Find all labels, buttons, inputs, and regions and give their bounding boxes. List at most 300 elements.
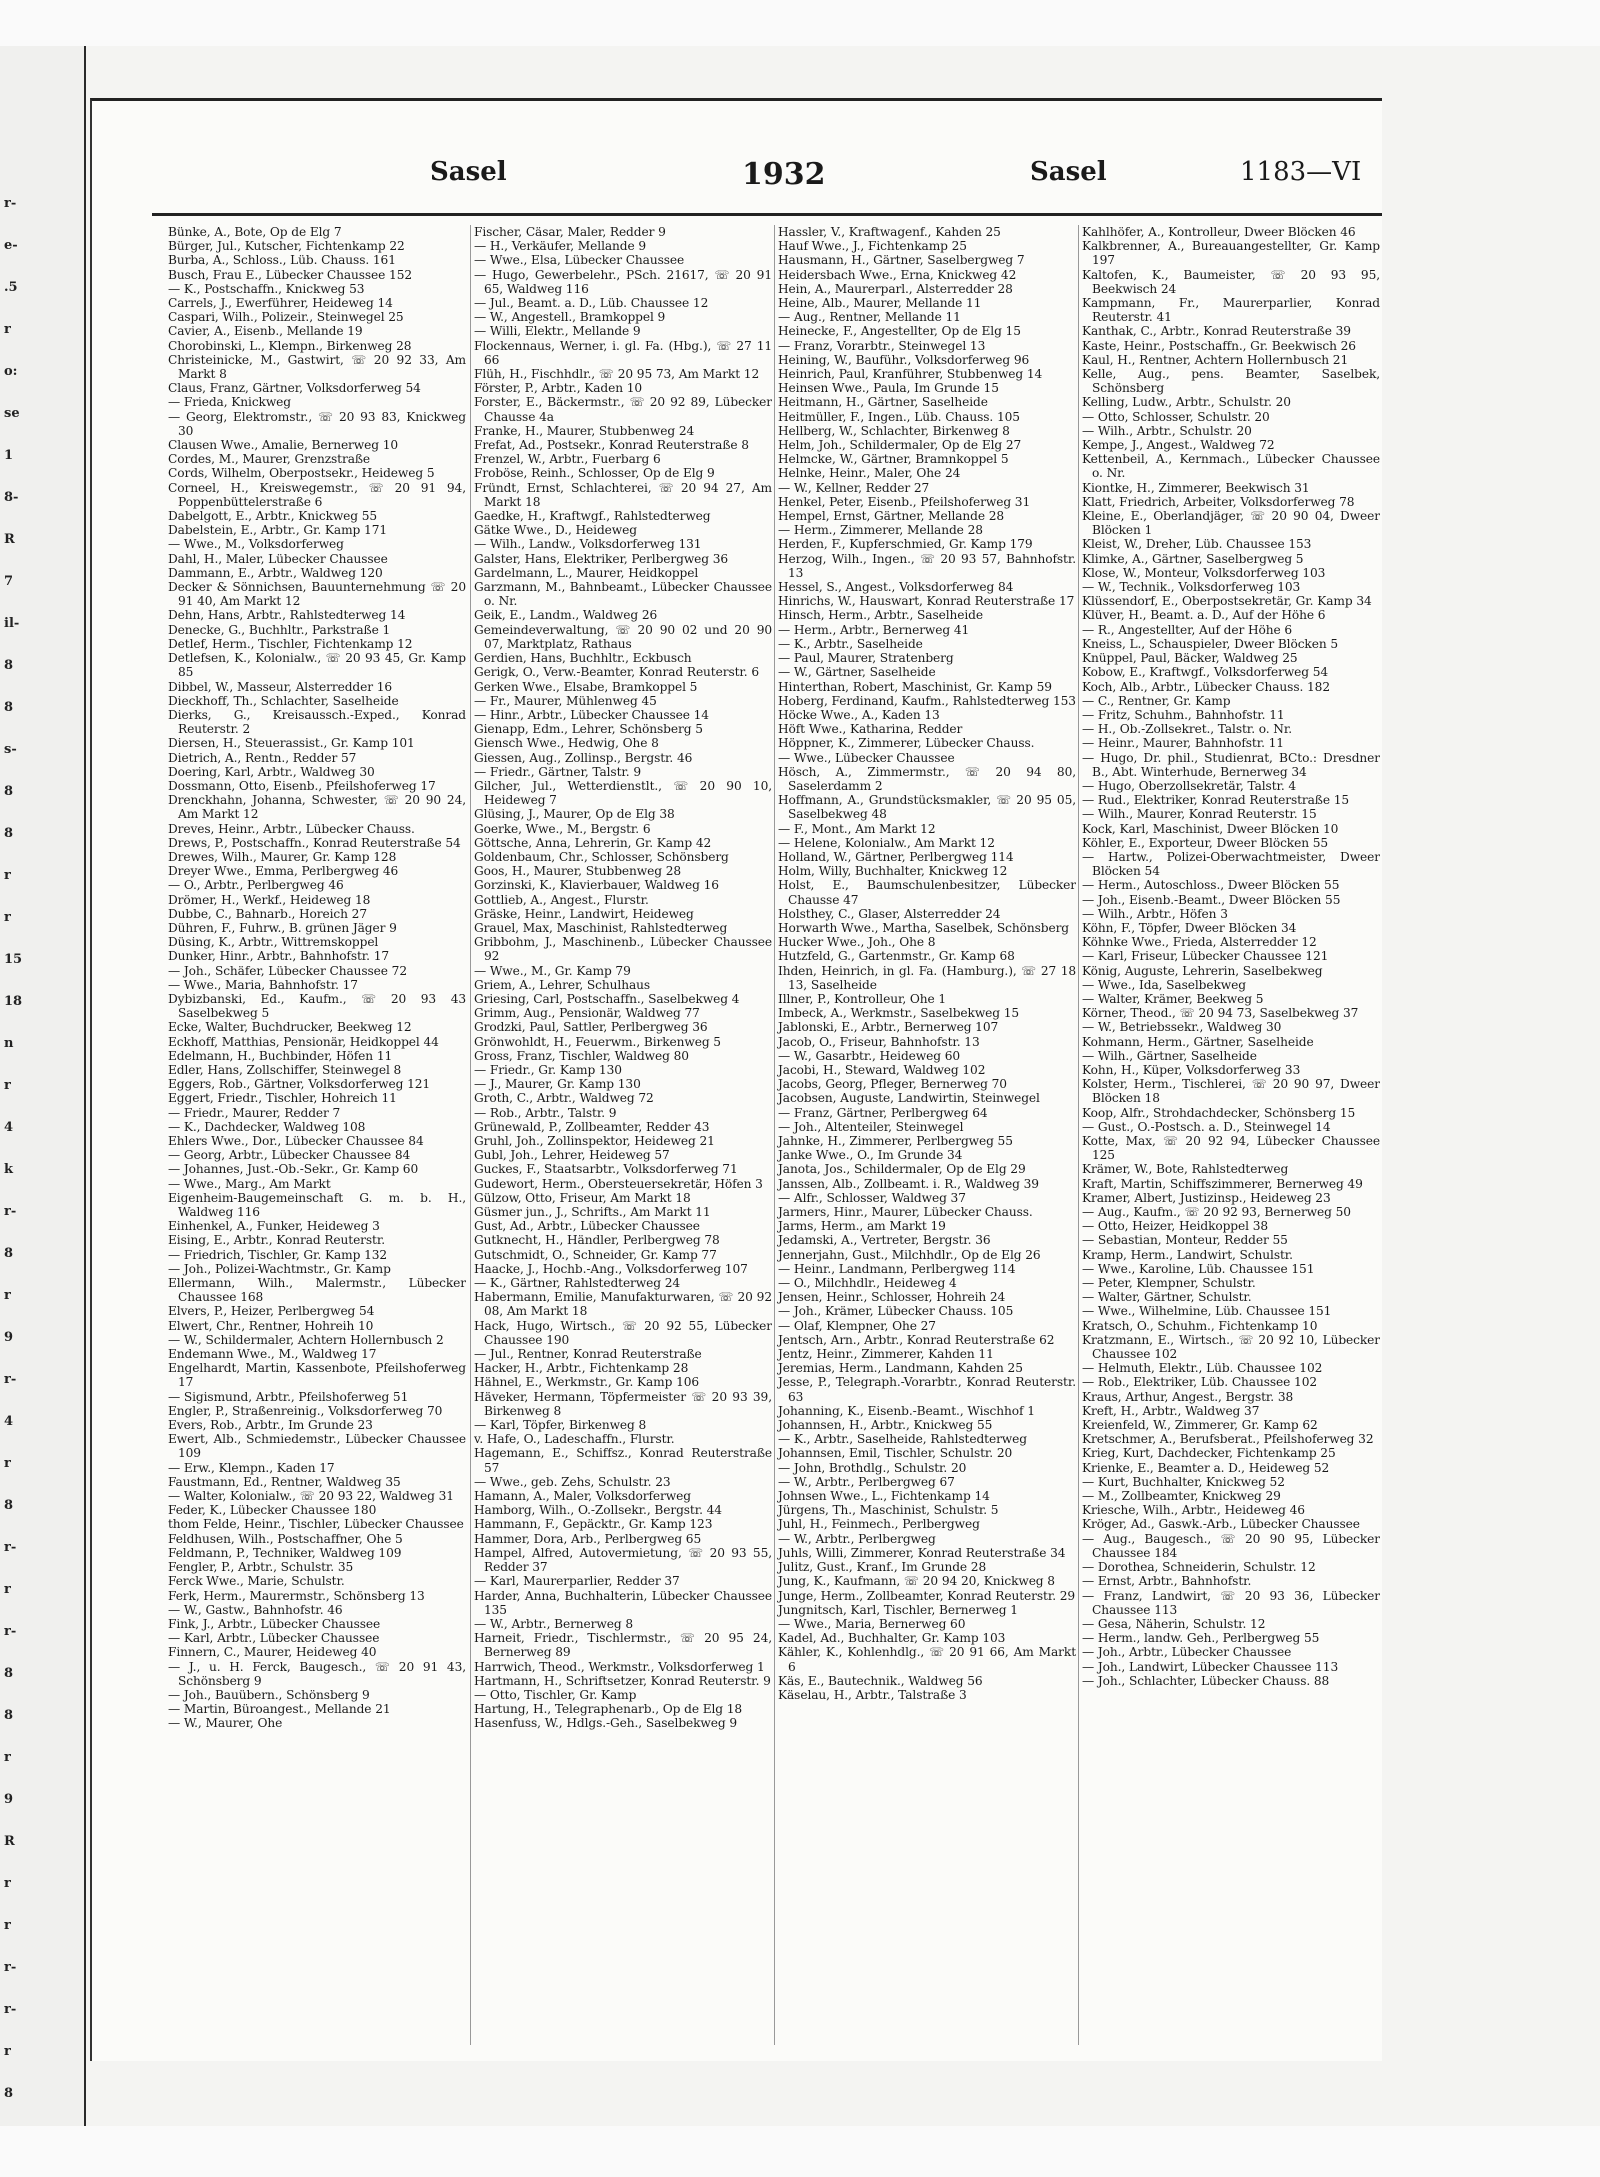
directory-entry: Hack, Hugo, Wirtsch., ☏ 20 92 55, Lübecker Chaussee 190 [474,1318,772,1347]
directory-entry: Hähnel, E., Werkmstr., Gr. Kamp 106 [474,1375,700,1390]
directory-entry: — K., Postschaffn., Knickweg 53 [168,281,365,296]
directory-entry: Hacker, H., Arbtr., Fichtenkamp 28 [474,1361,689,1376]
edge-fragment: il- [4,616,20,631]
directory-entry: Gudewort, Herm., Obersteuersekretär, Höfen 3 [474,1176,763,1191]
directory-entry: Dieckhoff, Th., Schlachter, Saselheide [168,693,399,708]
directory-entry: Köhler, E., Exporteur, Dweer Blöcken 55 [1082,835,1329,850]
directory-entry: Carrels, J., Ewerführer, Heideweg 14 [168,296,393,311]
directory-entry: Harder, Anna, Buchhalterin, Lübecker Chaussee 135 [474,1588,772,1617]
directory-entry: Hösch, A., Zimmermstr., ☏ 20 94 80, Saselerdamm 2 [778,764,1076,793]
directory-entry: Dühren, F., Fuhrw., B. grünen Jäger 9 [168,920,397,935]
directory-entry: Heining, W., Bauführ., Volksdorferweg 96 [778,352,1030,367]
directory-entry: — Walter, Kolonialw., ☏ 20 93 22, Waldweg 31 [168,1489,454,1504]
directory-entry: — Jul., Rentner, Konrad Reuterstraße [474,1347,702,1362]
directory-entry: Klimke, A., Gärtner, Saselbergweg 5 [1082,551,1304,566]
directory-entry: — W., Technik., Volksdorferweg 103 [1082,580,1301,595]
directory-entry: Froböse, Reinh., Schlosser, Op de Elg 9 [474,466,715,481]
directory-entry: — Franz, Landwirt, ☏ 20 93 36, Lübecker Chaussee 113 [1082,1588,1380,1617]
directory-entry: Jentz, Heinr., Zimmerer, Kahden 11 [778,1347,994,1362]
directory-entry: — Wilh., Landw., Volksdorferweg 131 [474,537,702,552]
directory-entry: Hamborg, Wilh., O.-Zollsekr., Bergstr. 44 [474,1503,722,1518]
directory-entry: Gorzinski, K., Klavierbauer, Waldweg 16 [474,878,719,893]
edge-fragment: e- [4,238,18,253]
column-3 [774,225,1076,2045]
directory-entry: — Joh., Polizei-Wachtmstr., Gr. Kamp [168,1261,391,1276]
directory-entry: — Ernst, Arbtr., Bahnhofstr. [1082,1574,1252,1589]
directory-entry: Jedamski, A., Vertreter, Bergstr. 36 [778,1233,991,1248]
directory-entry: Kadel, Ad., Buchhalter, Gr. Kamp 103 [778,1631,1006,1646]
directory-entry: Dierks, G., Kreisaussch.-Exped., Konrad Reuterstr. 2 [168,707,466,737]
directory-entry: Kleist, W., Dreher, Lüb. Chaussee 153 [1082,537,1312,552]
directory-entry: Gust, Ad., Arbtr., Lübecker Chaussee [474,1219,700,1234]
directory-entry: Kreienfeld, W., Zimmerer, Gr. Kamp 62 [1082,1418,1318,1433]
directory-entry: Groth, C., Arbtr., Waldweg 72 [474,1091,654,1106]
edge-fragment: r [4,1876,11,1891]
directory-entry: Jacobsen, Auguste, Landwirtin, Steinwegel [778,1091,1040,1106]
directory-entry: Glüsing, J., Maurer, Op de Elg 38 [474,807,675,822]
directory-entry: Jarmers, Hinr., Maurer, Lübecker Chauss. [778,1205,1033,1220]
edge-fragment: r [4,1078,11,1093]
directory-entry: Kobow, E., Kraftwgf., Volksdorferweg 54 [1082,665,1329,680]
directory-entry: Helm, Joh., Schildermaler, Op de Elg 27 [778,438,1022,453]
directory-entry: Käs, E., Bautechnik., Waldweg 56 [778,1673,983,1688]
directory-entry: Janota, Jos., Schildermaler, Op de Elg 29 [778,1162,1026,1177]
directory-entry: — Friedr., Gr. Kamp 130 [474,1062,622,1077]
edge-fragment: 8 [4,1666,14,1681]
directory-entry: — Otto, Schlosser, Schulstr. 20 [1082,409,1270,424]
directory-entry: Fink, J., Arbtr., Lübecker Chaussee [168,1616,381,1631]
directory-entry: Endemann Wwe., M., Waldweg 17 [168,1347,377,1362]
column-2 [470,225,772,2045]
directory-entry: — Joh., Schlachter, Lübecker Chauss. 88 [1082,1673,1330,1688]
directory-entry: — Friedrich, Tischler, Gr. Kamp 132 [168,1247,388,1262]
directory-entry: Koch, Alb., Arbtr., Lübecker Chauss. 182 [1082,679,1330,694]
directory-entry: Eckhoff, Matthias, Pensionär, Heidkoppel 44 [168,1034,439,1049]
directory-entry: — Aug., Baugesch., ☏ 20 90 95, Lübecker Chaussee 184 [1082,1531,1380,1560]
directory-entry: Grodzki, Paul, Sattler, Perlbergweg 36 [474,1020,708,1035]
directory-entry: Dibbel, W., Masseur, Alsterredder 16 [168,679,393,694]
directory-entry: Hempel, Ernst, Gärtner, Mellande 28 [778,509,1005,524]
directory-entry: Imbeck, A., Werkmstr., Saselbekweg 15 [778,1006,1020,1021]
directory-entry: — Wilh., Arbtr., Schulstr. 20 [1082,423,1252,438]
directory-entry: Eggers, Rob., Gärtner, Volksdorferweg 121 [168,1077,431,1092]
directory-entry: — Joh., Arbtr., Lübecker Chaussee [1082,1645,1292,1660]
directory-entry: — Wilh., Maurer, Konrad Reuterstr. 15 [1082,807,1317,822]
directory-entry: — W., Angestell., Bramkoppel 9 [474,310,666,325]
directory-entry: — W., Arbtr., Perlbergweg 67 [778,1474,955,1489]
directory-page [90,98,1382,2061]
directory-entry: Kaste, Heinr., Postschaffn., Gr. Beekwisch 26 [1082,338,1356,353]
directory-entry: Drömer, H., Werkf., Heideweg 18 [168,892,371,907]
edge-fragment: 8 [4,784,14,799]
edge-fragment: r- [4,1960,17,1975]
directory-entry: — Joh., Eisenb.-Beamt., Dweer Blöcken 55 [1082,892,1341,907]
directory-entry: Goerke, Wwe., M., Bergstr. 6 [474,821,651,836]
directory-entry: Jahnke, H., Zimmerer, Perlbergweg 55 [778,1134,1013,1148]
directory-entry: Heinecke, F., Angestellter, Op de Elg 15 [778,324,1021,339]
directory-entry: Klüssendorf, E., Oberpostsekretär, Gr. Kamp 34 [1082,594,1372,609]
directory-entry: Kahlhöfer, A., Kontrolleur, Dweer Blöcken 46 [1082,225,1356,239]
directory-entry: — Herm., Arbtr., Bernerweg 41 [778,622,970,637]
directory-entry: Goldenbaum, Chr., Schlosser, Schönsberg [474,849,729,864]
header-place-left: Sasel [430,157,507,187]
directory-entry: Diersen, H., Steuerassist., Gr. Kamp 101 [168,736,415,751]
directory-entry: — Wwe., Maria, Bernerweg 60 [778,1616,966,1631]
directory-entry: — O., Milchhdlr., Heideweg 4 [778,1276,957,1291]
directory-entry: Holm, Willy, Buchhalter, Knickweg 12 [778,864,1008,879]
edge-fragment: 8 [4,658,14,673]
directory-entry: Galster, Hans, Elektriker, Perlbergweg 36 [474,551,729,566]
edge-fragment: o: [4,364,18,379]
directory-entry: Clausen Wwe., Amalie, Bernerweg 10 [168,438,399,453]
directory-entry: — Friedr., Maurer, Redder 7 [168,1105,341,1120]
directory-entry: Kraus, Arthur, Angest., Bergstr. 38 [1082,1389,1294,1404]
edge-fragment: .5 [4,280,18,295]
directory-entry: — K., Dachdecker, Waldweg 108 [168,1119,366,1134]
directory-entry: — Dorothea, Schneiderin, Schulstr. 12 [1082,1560,1316,1575]
directory-entry: — Sebastian, Monteur, Redder 55 [1082,1233,1288,1248]
directory-entry: Hein, A., Maurerparl., Alsterredder 28 [778,281,1013,296]
directory-entry: Christeinicke, M., Gastwirt, ☏ 20 92 33, Am Markt 8 [168,352,466,382]
directory-entry: Edelmann, H., Buchbinder, Höfen 11 [168,1048,393,1063]
directory-entry: Horwarth Wwe., Martha, Saselbek, Schönsberg [778,920,1069,935]
directory-entry: Habermann, Emilie, Manufakturwaren, ☏ 20 92 08, Am Markt 18 [474,1290,772,1319]
edge-fragment: se [4,406,20,421]
directory-entry: — Frieda, Knickweg [168,395,291,410]
directory-entry: Feder, K., Lübecker Chaussee 180 [168,1503,377,1518]
directory-entry: Hartmann, H., Schriftsetzer, Konrad Reuterstr. 9 [474,1673,771,1688]
directory-entry: Johannsen, Emil, Tischler, Schulstr. 20 [778,1446,1013,1461]
directory-entry: Denecke, G., Buchhltr., Parkstraße 1 [168,622,391,637]
directory-entry: — Wwe., M., Gr. Kamp 79 [474,963,631,978]
directory-entry: Gräske, Heinr., Landwirt, Heideweg [474,906,694,921]
directory-entry: Hampel, Alfred, Autovermietung, ☏ 20 93 55, Redder 37 [474,1545,772,1575]
directory-entry: Hammann, F., Gepäcktr., Gr. Kamp 123 [474,1517,713,1532]
directory-entry: Burba, A., Schloss., Lüb. Chauss. 161 [168,253,396,268]
directory-entry: Koop, Alfr., Strohdachdecker, Schönsberg 15 [1082,1105,1356,1120]
directory-entry: Busch, Frau E., Lübecker Chaussee 152 [168,267,413,282]
directory-entry: Kratsch, O., Schuhm., Fichtenkamp 10 [1082,1318,1318,1333]
directory-entry: Düsing, K., Arbtr., Wittremskoppel [168,935,379,950]
directory-entry: Kelle, Aug., pens. Beamter, Saselbek, Schönsberg [1082,367,1380,396]
directory-entry: Gülzow, Otto, Friseur, Am Markt 18 [474,1190,691,1205]
directory-entry: Förster, P., Arbtr., Kaden 10 [474,381,643,396]
directory-entry: — Willi, Elektr., Mellande 9 [474,324,641,339]
directory-entry: — Peter, Klempner, Schulstr. [1082,1276,1256,1291]
directory-entry: — Herm., landw. Geh., Perlbergweg 55 [1082,1631,1320,1646]
directory-entry: Ferck Wwe., Marie, Schulstr. [168,1574,345,1589]
directory-entry: Gilcher, Jul., Wetterdienstlt., ☏ 20 90 10, Heideweg 7 [474,778,772,808]
directory-entry: Gruhl, Joh., Zollinspektor, Heideweg 21 [474,1134,715,1148]
directory-entry: Kock, Karl, Maschinist, Dweer Blöcken 10 [1082,821,1339,836]
directory-entry: Dunker, Hinr., Arbtr., Bahnhofstr. 17 [168,949,390,964]
directory-entry: Fischer, Cäsar, Maler, Redder 9 [474,225,666,239]
directory-entry: — Wwe., Lübecker Chaussee [778,750,955,765]
directory-entry: Bünke, A., Bote, Op de Elg 7 [168,225,342,239]
edge-fragment: r [4,868,11,883]
directory-entry: Guckes, F., Staatsarbtr., Volksdorferweg 71 [474,1162,738,1177]
directory-entry: Dabelstein, E., Arbtr., Gr. Kamp 171 [168,523,387,538]
directory-entry: Hammer, Dora, Arb., Perlbergweg 65 [474,1531,702,1546]
directory-entry: — Gust., O.-Postsch. a. D., Steinwegel 14 [1082,1119,1331,1134]
directory-entry: Hausmann, H., Gärtner, Saselbergweg 7 [778,253,1025,268]
directory-entry: Cavier, A., Eisenb., Mellande 19 [168,324,363,339]
directory-entry: Gätke Wwe., D., Heideweg [474,523,637,538]
edge-fragment: 9 [4,1330,14,1345]
directory-entry: Helmcke, W., Gärtner, Bramnkoppel 5 [778,452,1009,467]
directory-entry: — W., Schildermaler, Achtern Hollernbusch 2 [168,1332,444,1347]
directory-entry: Kreft, H., Arbtr., Waldweg 37 [1082,1403,1260,1418]
directory-entry: Krämer, W., Bote, Rahlstedterweg [1082,1162,1289,1177]
edge-fragment: 7 [4,574,14,589]
edge-fragment: r [4,1918,11,1933]
directory-entry: Kampmann, Fr., Maurerparlier, Konrad Reuterstr. 41 [1082,296,1380,325]
directory-entry: Gerken Wwe., Elsabe, Bramkoppel 5 [474,679,698,694]
directory-entry: Cordes, M., Maurer, Grenzstraße [168,452,371,467]
directory-entry: Kröger, Ad., Gaswk.-Arb., Lübecker Chaussee [1082,1517,1360,1532]
directory-entry: Finnern, C., Maurer, Heideweg 40 [168,1645,377,1660]
directory-entry: — Walter, Krämer, Beekweg 5 [1082,991,1264,1006]
directory-entry: Kramer, Albert, Justizinsp., Heideweg 23 [1082,1190,1331,1205]
directory-entry: Dybizbanski, Ed., Kaufm., ☏ 20 93 43 Saselbekweg 5 [168,991,466,1021]
directory-entry: Doering, Karl, Arbtr., Waldweg 30 [168,764,375,779]
directory-entry: Decker & Sönnichsen, Bauunternehmung ☏ 20 91 40, Am Markt 12 [168,580,466,609]
directory-entry: Hellberg, W., Schlachter, Birkenweg 8 [778,423,1010,438]
directory-entry: Goos, H., Maurer, Stubbenweg 28 [474,864,682,879]
directory-entry: — J., Maurer, Gr. Kamp 130 [474,1077,641,1092]
directory-entry: Höppner, K., Zimmerer, Lübecker Chauss. [778,736,1035,751]
directory-entry: — Gesa, Näherin, Schulstr. 12 [1082,1616,1266,1631]
directory-entry: Kohn, H., Küper, Volksdorferweg 33 [1082,1062,1301,1077]
directory-entry: Kramp, Herm., Landwirt, Schulstr. [1082,1247,1293,1262]
directory-entry: — K., Arbtr., Saselheide, Rahlstedterweg [778,1432,1027,1447]
directory-entry: — K., Gärtner, Rahlstedterweg 24 [474,1276,681,1291]
edge-fragment: R [4,532,15,547]
directory-entry: Harneit, Friedr., Tischlermstr., ☏ 20 95 24, Bernerweg 89 [474,1631,772,1660]
directory-entry: — Olaf, Klempner, Ohe 27 [778,1318,936,1333]
directory-entry: — Wilh., Arbtr., Höfen 3 [1082,906,1228,921]
directory-entry: Jennerjahn, Gust., Milchhdlr., Op de Elg 26 [778,1247,1041,1262]
directory-entry: — Wwe., Ida, Saselbekweg [1082,977,1246,992]
directory-entry: — Karl, Maurerparlier, Redder 37 [474,1574,680,1589]
directory-entry: Jung, K., Kaufmann, ☏ 20 94 20, Knickweg 8 [778,1574,1055,1589]
edge-fragment: n [4,1036,14,1051]
directory-entry: Juhls, Willi, Zimmerer, Konrad Reuterstraße 34 [778,1545,1066,1560]
directory-entry: Engler, P., Straßenreinig., Volksdorferweg 70 [168,1403,443,1418]
directory-entry: — Rob., Arbtr., Talstr. 9 [474,1105,617,1120]
directory-entry: — Friedr., Gärtner, Talstr. 9 [474,764,641,779]
directory-entry: — Herm., Zimmerer, Mellande 28 [778,523,983,538]
directory-entry: Kettenbeil, A., Kernmach., Lübecker Chaussee o. Nr. [1082,452,1380,481]
directory-entry: Gutschmidt, O., Schneider, Gr. Kamp 77 [474,1247,717,1262]
directory-entry: — Georg, Elektromstr., ☏ 20 93 83, Knickweg 30 [168,409,466,438]
edge-fragment: 1 [4,448,14,463]
directory-entry: Höft Wwe., Katharina, Redder [778,722,963,737]
directory-entry: Gienapp, Edm., Lehrer, Schönsberg 5 [474,722,703,737]
directory-entry: Kaltofen, K., Baumeister, ☏ 20 93 95, Beekwisch 24 [1082,267,1380,296]
directory-entry: — K., Arbtr., Saselheide [778,636,923,651]
header-page-number: 1183—VI [1240,157,1362,187]
directory-entry: Gaedke, H., Kraftwgf., Rahlstedterweg [474,509,711,524]
directory-entry: Gubl, Joh., Lehrer, Heideweg 57 [474,1148,670,1163]
directory-entry: — Hugo, Gewerbelehr., PSch. 21617, ☏ 20 91 65, Waldweg 116 [474,267,772,296]
directory-entry: — Hartw., Polizei-Oberwachtmeister, Dweer Blöcken 54 [1082,849,1380,879]
directory-entry: Holsthey, C., Glaser, Alsterredder 24 [778,906,1001,921]
directory-entry: Giessen, Aug., Zollinsp., Bergstr. 46 [474,750,693,765]
directory-entry: — Fritz, Schuhm., Bahnhofstr. 11 [1082,707,1285,722]
edge-fragment: R [4,1834,15,1849]
directory-entry: — John, Brothdlg., Schulstr. 20 [778,1460,967,1475]
directory-entry: Kelling, Ludw., Arbtr., Schulstr. 20 [1082,395,1291,410]
directory-entry: — Heinr., Maurer, Bahnhofstr. 11 [1082,736,1284,751]
directory-entry: Johnsen Wwe., L., Fichtenkamp 14 [778,1489,990,1504]
directory-entry: — Hinr., Arbtr., Lübecker Chaussee 14 [474,707,709,722]
directory-entry: — Kurt, Buchhalter, Knickweg 52 [1082,1474,1285,1489]
edge-fragment: r [4,1288,11,1303]
directory-entry: Harrwich, Theod., Werkmstr., Volksdorferweg 1 [474,1659,765,1674]
directory-entry: Giensch Wwe., Hedwig, Ohe 8 [474,736,659,751]
directory-entry: Hartung, H., Telegraphenarb., Op de Elg 18 [474,1702,743,1717]
directory-entry: — Franz, Gärtner, Perlbergweg 64 [778,1105,988,1120]
directory-entry: König, Auguste, Lehrerin, Saselbekweg [1082,963,1323,978]
directory-entry: Güsmer jun., J., Schrifts., Am Markt 11 [474,1205,711,1220]
directory-entry: — Rob., Elektriker, Lüb. Chaussee 102 [1082,1375,1317,1390]
directory-entry: Grimm, Aug., Pensionär, Waldweg 77 [474,1006,700,1021]
directory-entry: Hoffmann, A., Grundstücksmakler, ☏ 20 95 05, Saselbekweg 48 [778,793,1076,822]
directory-entry: Corneel, H., Kreiswegemstr., ☏ 20 91 94, Poppenbüttelerstraße 6 [168,480,466,509]
directory-entry: Grönwohldt, H., Feuerwm., Birkenweg 5 [474,1034,721,1049]
directory-entry: Franke, H., Maurer, Stubbenweg 24 [474,423,695,438]
directory-entry: Käselau, H., Arbtr., Talstraße 3 [778,1687,967,1702]
directory-entry: Dietrich, A., Rentn., Redder 57 [168,750,357,765]
directory-entry: Gerigk, O., Verw.-Beamter, Konrad Reuterstr. 6 [474,665,759,680]
directory-entry: Körner, Theod., ☏ 20 94 73, Saselbekweg 37 [1082,1006,1359,1021]
edge-fragment: 8 [4,700,14,715]
directory-entry: — Wwe., Wilhelmine, Lüb. Chaussee 151 [1082,1304,1332,1319]
edge-fragment: k [4,1162,14,1177]
directory-entry: Faustmann, Ed., Rentner, Waldweg 35 [168,1474,401,1489]
directory-entry: Dreves, Heinr., Arbtr., Lübecker Chauss. [168,821,415,836]
directory-entry: — W., Arbtr., Perlbergweg [778,1531,936,1546]
directory-entry: Hinsch, Herm., Arbtr., Saselheide [778,608,983,623]
directory-entry: Geik, E., Landm., Waldweg 26 [474,608,658,623]
directory-entry: — Herm., Autoschloss., Dweer Blöcken 55 [1082,878,1340,893]
directory-entry: Dossmann, Otto, Eisenb., Pfeilshoferweg 17 [168,778,436,793]
edge-fragment: r [4,1750,11,1765]
directory-entry: — Sigismund, Arbtr., Pfeilshoferweg 51 [168,1389,409,1404]
edge-fragment: r- [4,1372,17,1387]
directory-entry: — Martin, Büroangest., Mellande 21 [168,1702,391,1717]
directory-entry: Jürgens, Th., Maschinist, Schulstr. 5 [778,1503,999,1518]
directory-entry: Flüh, H., Fischhdlr., ☏ 20 95 73, Am Markt 12 [474,367,760,382]
directory-entry: Drewes, Wilh., Maurer, Gr. Kamp 128 [168,849,397,864]
directory-entry: Jentsch, Arn., Arbtr., Konrad Reuterstraße 62 [778,1332,1055,1347]
directory-entry: — Joh., Altenteiler, Steinwegel [778,1119,964,1134]
directory-entry: Krieg, Kurt, Dachdecker, Fichtenkamp 25 [1082,1446,1336,1461]
directory-entry: Kleine, E., Oberlandjäger, ☏ 20 90 04, Dweer Blöcken 1 [1082,509,1380,538]
directory-entry: — Joh., Landwirt, Lübecker Chaussee 113 [1082,1659,1339,1674]
directory-entry: Juhl, H., Feinmech., Perlbergweg [778,1517,980,1532]
column-1 [168,225,466,2045]
directory-entry: Grauel, Max, Maschinist, Rahlstedterweg [474,920,728,935]
header-year: 1932 [742,157,826,192]
directory-entry: Detlef, Herm., Tischler, Fichtenkamp 12 [168,636,413,651]
directory-entry: Engelhardt, Martin, Kassenbote, Pfeilshoferweg 17 [168,1361,466,1390]
directory-entry: — Alfr., Schlosser, Waldweg 37 [778,1190,966,1205]
directory-entry: Holst, E., Baumschulenbesitzer, Lübecker Chausse 47 [778,878,1076,907]
directory-entry: Feldmann, P., Techniker, Waldweg 109 [168,1545,402,1560]
directory-entry: Hamann, A., Maler, Volksdorferweg [474,1489,691,1504]
directory-entry: — Franz, Vorarbtr., Steinwegel 13 [778,338,986,353]
edge-fragment: r- [4,1624,17,1639]
directory-entry: Jacobs, Georg, Pfleger, Bernerweg 70 [778,1077,1007,1092]
directory-entry: Herzog, Wilh., Ingen., ☏ 20 93 57, Bahnhofstr. 13 [778,551,1076,580]
directory-entry: Junge, Herm., Zollbeamter, Konrad Reuterstr. 29 [778,1588,1076,1603]
directory-entry: — Wwe., Karoline, Lüb. Chaussee 151 [1082,1261,1315,1276]
adjacent-page-edge [0,46,86,2126]
directory-entry: Illner, P., Kontrolleur, Ohe 1 [778,991,947,1006]
directory-entry: Edler, Hans, Zollschiffer, Steinwegel 8 [168,1062,402,1077]
directory-entry: Haacke, J., Hochb.-Ang., Volksdorferweg 107 [474,1261,748,1276]
directory-entry: Kratzmann, E., Wirtsch., ☏ 20 92 10, Lübecker Chaussee 102 [1082,1332,1380,1362]
directory-entry: Ehlers Wwe., Dor., Lübecker Chaussee 84 [168,1134,424,1148]
edge-fragment: r [4,910,11,925]
edge-fragment: 18 [4,994,23,1009]
directory-entry: Julitz, Gust., Kranf., Im Grunde 28 [778,1560,987,1575]
edge-fragment: 8 [4,1498,14,1513]
edge-fragment: 4 [4,1120,14,1135]
directory-entry: Claus, Franz, Gärtner, Volksdorferweg 54 [168,381,421,396]
directory-entry: Helnke, Heinr., Maler, Ohe 24 [778,466,961,481]
directory-entry: Evers, Rob., Arbtr., Im Grunde 23 [168,1418,373,1433]
edge-fragment: r [4,2044,11,2059]
edge-fragment: 8- [4,490,19,505]
directory-entry: Forster, E., Bäckermstr., ☏ 20 92 89, Lübecker Chausse 4a [474,395,772,424]
directory-entry: Hinterthan, Robert, Maschinist, Gr. Kamp 59 [778,679,1052,694]
directory-entry: Eggert, Friedr., Tischler, Hohreich 11 [168,1091,397,1106]
directory-entry: Jesse, P., Telegraph.-Vorarbtr., Konrad Reuterstr. 63 [778,1375,1076,1404]
directory-entry: Griem, A., Lehrer, Schulhaus [474,977,651,992]
directory-entry: Gottlieb, A., Angest., Flurstr. [474,892,649,907]
edge-fragment: r [4,322,11,337]
directory-entry: — H., Verkäufer, Mellande 9 [474,239,647,254]
directory-entry: — Wwe., Maria, Bahnhofstr. 17 [168,977,358,992]
directory-entry: — C., Rentner, Gr. Kamp [1082,693,1231,708]
directory-entry: Köhn, F., Töpfer, Dweer Blöcken 34 [1082,920,1297,935]
directory-entry: — W., Maurer, Ohe [168,1716,283,1731]
directory-entry: — Hugo, Oberzollsekretär, Talstr. 4 [1082,778,1297,793]
directory-entry: Kotte, Max, ☏ 20 92 94, Lübecker Chaussee 125 [1082,1134,1380,1163]
directory-entry: Elwert, Chr., Rentner, Hohreih 10 [168,1318,374,1333]
directory-entry: Gutknecht, H., Händler, Perlbergweg 78 [474,1233,720,1248]
directory-entry: — W., Gasarbtr., Heideweg 60 [778,1048,961,1063]
directory-entry: Hessel, S., Angest., Volksdorferweg 84 [778,580,1014,595]
edge-fragment: s- [4,742,17,757]
directory-entry: — Karl, Friseur, Lübecker Chaussee 121 [1082,949,1329,964]
directory-entry: — H., Ob.-Zollsekret., Talstr. o. Nr. [1082,722,1293,737]
directory-entry: Jacobi, H., Steward, Waldweg 102 [778,1062,986,1077]
directory-entry: — Walter, Gärtner, Schulstr. [1082,1290,1252,1305]
directory-entry: — W., Gastw., Bahnhofstr. 46 [168,1602,343,1617]
directory-entry: — Helene, Kolonialw., Am Markt 12 [778,835,995,850]
directory-entry: v. Hafe, O., Ladeschaffn., Flurstr. [474,1432,675,1447]
edge-fragment: r- [4,1540,17,1555]
directory-entry: Fengler, P., Arbtr., Schulstr. 35 [168,1560,354,1575]
directory-entry: Garzmann, M., Bahnbeamt., Lübecker Chaussee o. Nr. [474,580,772,609]
directory-entry: Heitmann, H., Gärtner, Saselheide [778,395,988,410]
directory-entry: thom Felde, Heinr., Tischler, Lübecker Chaussee [168,1517,464,1532]
directory-entry: — Aug., Rentner, Mellande 11 [778,310,961,325]
